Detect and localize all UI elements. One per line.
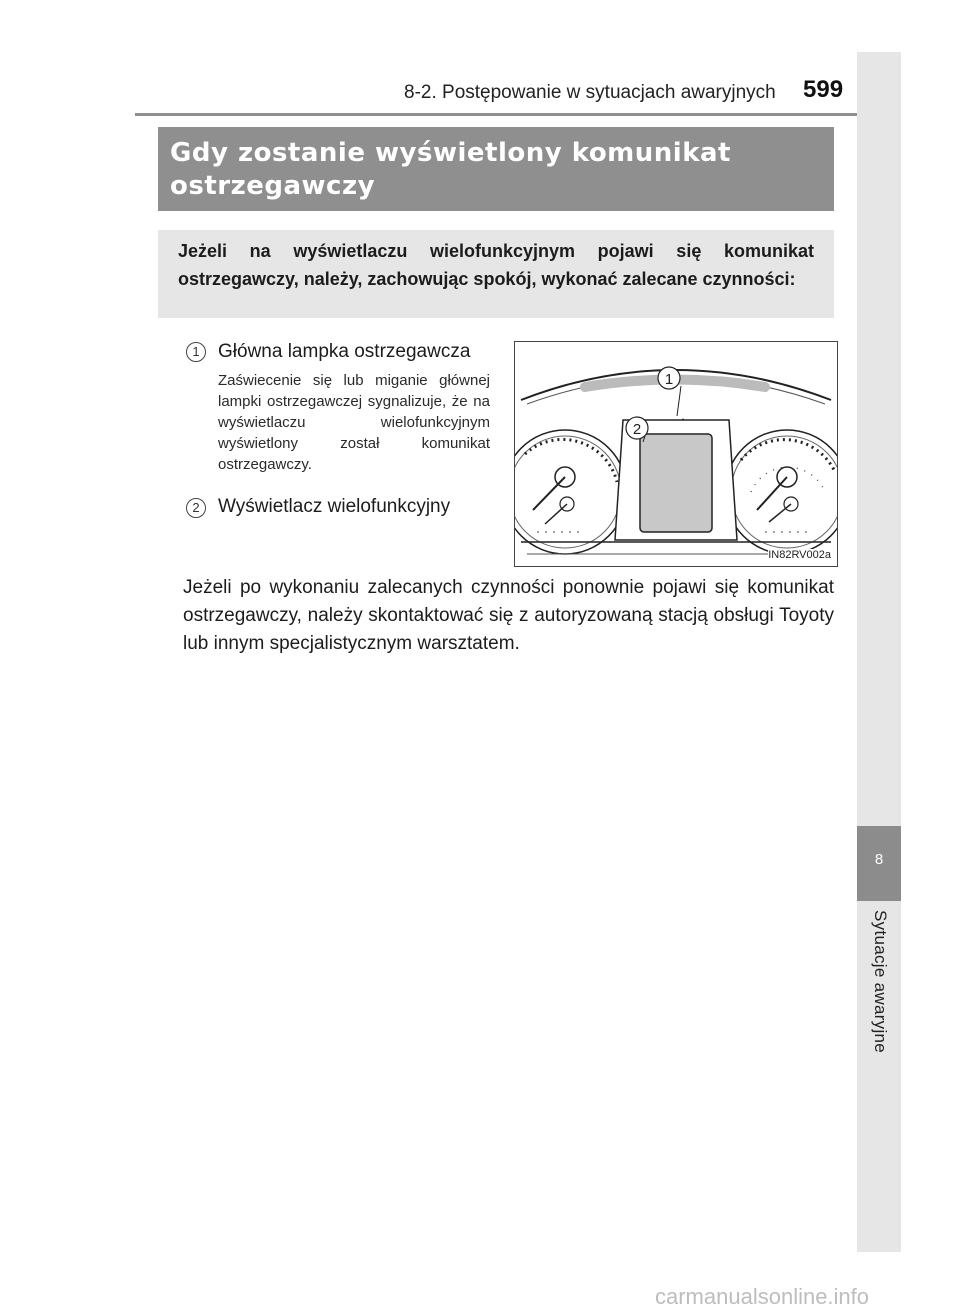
figure-code: IN82RV002a: [768, 549, 831, 561]
intro-box: [158, 230, 834, 318]
body-paragraph: Jeżeli po wykonaniu zalecanych czynności ponownie pojawi się komunikat ostrzegawczy, należy skontaktować się z autoryzowaną stacją obsługi Toyoty lub innym specjalistycznym warsztatem.: [183, 577, 834, 654]
section-title: Gdy zostanie wyświetlony komunikat ostrzegawczy: [170, 138, 731, 201]
instrument-cluster-illustration: [515, 342, 837, 566]
chapter-number: 8: [874, 851, 884, 868]
intro-text: Jeżeli na wyświetlaczu wielofunkcyjnym pojawi się komunikat ostrzegawczy, należy, zachowując spokój, wykonać zalecane czynności:: [178, 241, 814, 289]
chapter-label: Sytuacje awaryjne: [871, 910, 890, 1054]
item-2-title: Wyświetlacz wielofunkcyjny: [218, 496, 451, 517]
left-gauge: [515, 430, 627, 554]
callout-1-label: 1: [664, 371, 674, 388]
item-1-description: Zaświecenie się lub miganie głównej lampki ostrzegawczej sygnalizuje, że na wyświetlaczu wielofunkcyjnym wyświetlony został komunikat ostrzegawczy.: [218, 372, 490, 473]
instrument-cluster-figure: [514, 341, 838, 567]
watermark: carmanualsonline.info: [655, 1284, 870, 1309]
running-header: 8-2. Postępowanie w sytuacjach awaryjnych: [404, 82, 776, 103]
multi-information-display: [640, 434, 712, 532]
item-1-title: Główna lampka ostrzegawcza: [218, 341, 471, 362]
callout-2-label: 2: [632, 421, 642, 438]
header-divider: [135, 113, 857, 116]
item-2-number-circle: 2: [186, 498, 206, 518]
section-title-box: [158, 127, 834, 211]
right-gauge: [725, 430, 837, 554]
page-number: 599: [803, 76, 844, 103]
side-thumb-strip: [857, 52, 901, 1252]
item-1-number-circle: 1: [186, 342, 206, 362]
